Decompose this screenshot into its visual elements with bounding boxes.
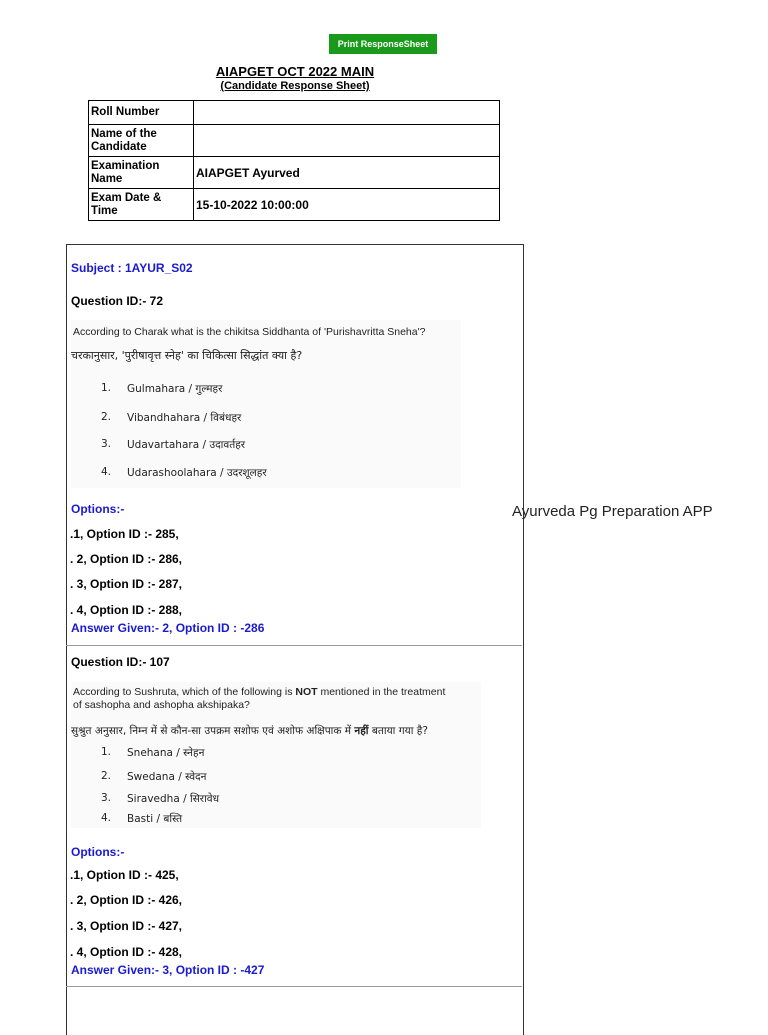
choice-text: Gulmahara / गुल्महर xyxy=(127,383,223,395)
choice-num: 4. xyxy=(101,466,112,478)
roll-number-value xyxy=(194,101,500,125)
choice-num: 3. xyxy=(101,792,112,804)
watermark-text: Ayurveda Pg Preparation APP xyxy=(512,503,713,520)
choice-num: 4. xyxy=(101,812,112,824)
choice-text: Siravedha / सिरावेध xyxy=(127,793,220,805)
option-line: . 3, Option ID :- 287, xyxy=(70,577,183,591)
exam-name-label-line1: Examination xyxy=(91,159,160,172)
option-line: . 4, Option ID :- 428, xyxy=(70,945,183,959)
option-line: . 3, Option ID :- 427, xyxy=(70,919,183,933)
choice-text: Basti / बस्ति xyxy=(127,813,183,825)
roll-number-label: Roll Number xyxy=(89,101,194,125)
options-label: Options:- xyxy=(71,845,125,859)
choice-num: 2. xyxy=(101,411,112,423)
choice-text: Udavartahara / उदावर्तहर xyxy=(127,439,246,451)
print-response-sheet-button[interactable]: Print ResponseSheet xyxy=(329,34,437,54)
exam-date-label-line1: Exam Date & xyxy=(91,191,162,204)
choice-num: 1. xyxy=(101,746,112,758)
options-label: Options:- xyxy=(71,502,125,516)
question-id-label: Question ID:- 107 xyxy=(71,655,170,669)
question-text-en-line2: of sashopha and ashopha akshipaka? xyxy=(73,699,250,711)
question-text-hi-emphasis: नहीं xyxy=(354,725,369,737)
candidate-name-label-line2: Candidate xyxy=(91,140,147,153)
exam-date-value: 15-10-2022 10:00:00 xyxy=(194,189,500,221)
candidate-name-value xyxy=(194,125,500,157)
question-text-hi-part: सुश्रुत अनुसार, निम्न में से कौन-सा उपक्रम सशोफ एवं अशोफ अक्षिपाक में xyxy=(71,725,355,737)
choice-num: 1. xyxy=(101,382,112,394)
exam-date-label xyxy=(89,189,194,221)
exam-subtitle: (Candidate Response Sheet) xyxy=(220,80,370,92)
exam-name-label xyxy=(89,157,194,189)
option-line: .1, Option ID :- 285, xyxy=(70,527,179,541)
question-image xyxy=(71,320,461,488)
subject-label: Subject : 1AYUR_S02 xyxy=(71,261,193,275)
candidate-name-label-line1: Name of the xyxy=(91,127,157,140)
question-text-en: According to Charak what is the chikitsa Siddhanta of 'Purishavritta Sneha'? xyxy=(73,326,426,338)
question-text-en xyxy=(73,686,445,699)
choice-num: 3. xyxy=(101,438,112,450)
question-text-en-part: According to Sushruta, which of the following is xyxy=(73,686,296,698)
candidate-name-label xyxy=(89,125,194,157)
option-line: . 2, Option ID :- 286, xyxy=(70,552,183,566)
choice-num: 2. xyxy=(101,770,112,782)
candidate-info-table xyxy=(88,100,500,221)
answer-given: Answer Given:- 2, Option ID : -286 xyxy=(71,621,265,635)
exam-name-label-line2: Name xyxy=(91,172,123,185)
question-separator xyxy=(66,645,522,646)
question-text-en-part: mentioned in the treatment xyxy=(317,686,446,698)
exam-title: AIAPGET OCT 2022 MAIN xyxy=(215,64,375,79)
option-line: .1, Option ID :- 425, xyxy=(70,868,179,882)
option-line: . 2, Option ID :- 426, xyxy=(70,893,183,907)
question-text-hi xyxy=(71,724,428,738)
exam-name-value: AIAPGET Ayurved xyxy=(194,157,500,189)
choice-text: Vibandhahara / विबंधहर xyxy=(127,412,242,424)
question-id-label: Question ID:- 72 xyxy=(71,294,164,308)
choice-text: Swedana / स्वेदन xyxy=(127,771,207,783)
question-image xyxy=(71,682,481,828)
option-line: . 4, Option ID :- 288, xyxy=(70,603,183,617)
question-text-en-emphasis: NOT xyxy=(295,686,318,698)
question-text-hi-part: बताया गया है? xyxy=(368,725,428,737)
question-separator xyxy=(66,986,522,987)
exam-date-label-line2: Time xyxy=(91,204,118,217)
question-text-hi: चरकानुसार, 'पुरीषावृत्त स्नेह' का चिकित्सा सिद्धांत क्या है? xyxy=(71,349,303,362)
answer-given: Answer Given:- 3, Option ID : -427 xyxy=(71,963,265,977)
choice-text: Udarashoolahara / उदरशूलहर xyxy=(127,467,267,479)
choice-text: Snehana / स्नेहन xyxy=(127,747,205,759)
